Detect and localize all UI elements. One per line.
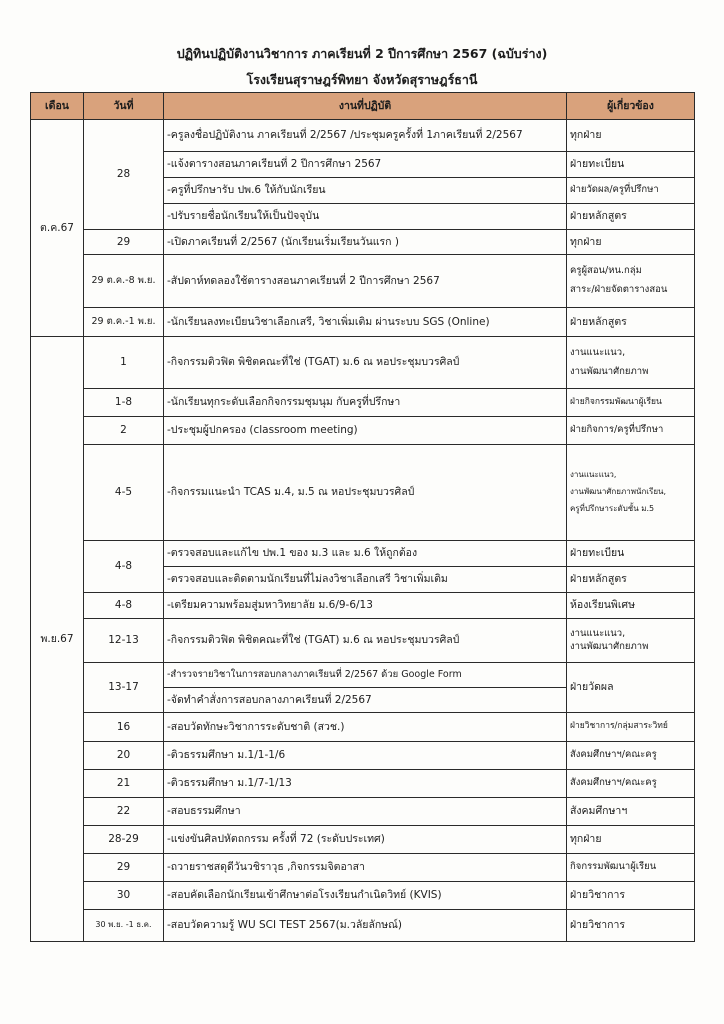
date-cell: 29 ต.ค.-8 พ.ย. [84, 255, 164, 308]
date-cell: 16 [84, 713, 164, 742]
date-cell: 2 [84, 417, 164, 445]
date-cell: 1 [84, 337, 164, 389]
table-row [31, 663, 695, 688]
table-row [31, 910, 695, 942]
date-cell: 1-8 [84, 389, 164, 417]
table-row [31, 593, 695, 619]
responsible-cell [567, 255, 695, 308]
date-cell: 13-17 [84, 663, 164, 713]
table-row [31, 798, 695, 826]
responsible-cell: ฝ่ายกิจการ/ครูที่ปรึกษา [567, 417, 695, 445]
responsible-line: งานแนะแนว, [570, 470, 617, 480]
task-cell: -ติวธรรมศึกษา ม.1/7-1/13 [164, 770, 567, 798]
task-cell: -กิจกรรมติวฟิต พิชิตคณะที่ใช่ (TGAT) ม.6 ณ หอประชุมบวรศิลป์ [164, 619, 567, 663]
task-cell: -ประชุมผู้ปกครอง (classroom meeting) [164, 417, 567, 445]
task-cell: -ตรวจสอบและแก้ไข ปพ.1 ของ ม.3 และ ม.6 ให้ถูกต้อง [164, 541, 567, 567]
task-cell: -แจ้งตารางสอนภาคเรียนที่ 2 ปีการศึกษา 2567 [164, 152, 567, 178]
responsible-line: งานพัฒนาศักยภาพ [570, 640, 649, 652]
task-cell: -สอบคัดเลือกนักเรียนเข้าศึกษาต่อโรงเรียนกำเนิดวิทย์ (KVIS) [164, 882, 567, 910]
table-row [31, 308, 695, 337]
responsible-cell [567, 445, 695, 541]
responsible-cell: สังคมศึกษาฯ/คณะครู [567, 770, 695, 798]
month-cell: พ.ย.67 [31, 337, 84, 942]
responsible-line: งานพัฒนาศักยภาพ [570, 365, 649, 377]
table-row [31, 882, 695, 910]
responsible-cell: ทุกฝ่าย [567, 826, 695, 854]
task-cell: -ตรวจสอบและติดตามนักเรียนที่ไม่ลงวิชาเลือกเสรี วิชาเพิ่มเติม [164, 567, 567, 593]
date-cell: 22 [84, 798, 164, 826]
responsible-cell: กิจกรรมพัฒนาผู้เรียน [567, 854, 695, 882]
task-cell: -ปรับรายชื่อนักเรียนให้เป็นปัจจุบัน [164, 204, 567, 230]
responsible-cell: ฝ่ายวิชาการ [567, 910, 695, 942]
task-cell: -สอบวัดทักษะวิชาการระดับชาติ (สวช.) [164, 713, 567, 742]
table-row [31, 445, 695, 541]
task-cell: -สอบวัดความรู้ WU SCI TEST 2567(ม.วลัยลักษณ์) [164, 910, 567, 942]
responsible-cell: ฝ่ายวิชาการ/กลุ่มสาระวิทย์ [567, 713, 695, 742]
responsible-cell: ฝ่ายหลักสูตร [567, 567, 695, 593]
responsible-line: สาระ/ฝ่ายจัดตารางสอน [570, 284, 668, 295]
responsible-cell: ฝ่ายทะเบียน [567, 541, 695, 567]
responsible-cell [567, 619, 695, 663]
table-row [31, 742, 695, 770]
task-cell: -นักเรียนทุกระดับเลือกกิจกรรมชุมนุม กับครูที่ปรึกษา [164, 389, 567, 417]
date-cell: 30 พ.ย. -1 ธ.ค. [84, 910, 164, 942]
table-row [31, 826, 695, 854]
date-cell: 21 [84, 770, 164, 798]
task-cell: -นักเรียนลงทะเบียนวิชาเลือกเสรี, วิชาเพิ่มเติม ผ่านระบบ SGS (Online) [164, 308, 567, 337]
calendar-table [30, 92, 695, 942]
table-row [31, 337, 695, 389]
responsible-cell: สังคมศึกษาฯ/คณะครู [567, 742, 695, 770]
date-cell: 30 [84, 882, 164, 910]
header-date: วันที่ [84, 93, 164, 120]
date-cell: 20 [84, 742, 164, 770]
responsible-line: งานแนะแนว, [570, 346, 626, 358]
table-row [31, 389, 695, 417]
responsible-line: ครูที่ปรึกษาระดับชั้น ม.5 [570, 503, 655, 513]
task-cell: -เปิดภาคเรียนที่ 2/2567 (นักเรียนเริ่มเรียนวันแรก ) [164, 230, 567, 255]
table-header-row [31, 93, 695, 120]
task-cell: -ติวธรรมศึกษา ม.1/1-1/6 [164, 742, 567, 770]
header-month: เดือน [31, 93, 84, 120]
responsible-cell: ฝ่ายหลักสูตร [567, 204, 695, 230]
responsible-line: งานพัฒนาศักยภาพนักเรียน, [570, 487, 667, 497]
date-cell: 28 [84, 120, 164, 230]
date-cell: 29 [84, 230, 164, 255]
responsible-cell: ห้องเรียนพิเศษ [567, 593, 695, 619]
responsible-cell: ทุกฝ่าย [567, 120, 695, 152]
table-row [31, 854, 695, 882]
date-cell: 29 [84, 854, 164, 882]
table-row [31, 770, 695, 798]
task-cell: -ครูที่ปรึกษารับ ปพ.6 ให้กับนักเรียน [164, 178, 567, 204]
responsible-cell: ฝ่ายทะเบียน [567, 152, 695, 178]
task-cell: -ถวายราชสดุดีวันวชิราวุธ ,กิจกรรมจิตอาสา [164, 854, 567, 882]
table-row [31, 541, 695, 567]
responsible-cell: ทุกฝ่าย [567, 230, 695, 255]
month-cell: ต.ค.67 [31, 120, 84, 337]
responsible-cell [567, 337, 695, 389]
table-row [31, 255, 695, 308]
responsible-cell: ฝ่ายกิจกรรมพัฒนาผู้เรียน [567, 389, 695, 417]
responsible-cell: ฝ่ายวิชาการ [567, 882, 695, 910]
task-cell: -ครูลงชื่อปฏิบัติงาน ภาคเรียนที่ 2/2567 /ประชุมครูครั้งที่ 1ภาคเรียนที่ 2/2567 [164, 120, 567, 152]
school-name: โรงเรียนสุราษฎร์พิทยา จังหวัดสุราษฎร์ธานี [246, 72, 478, 87]
table-row [31, 120, 695, 152]
header-task: งานที่ปฏิบัติ [164, 93, 567, 120]
task-cell: -กิจกรรมแนะนำ TCAS ม.4, ม.5 ณ หอประชุมบวรศิลป์ [164, 445, 567, 541]
header-responsible: ผู้เกี่ยวข้อง [567, 93, 695, 120]
responsible-line: ครูผู้สอน/หน.กลุ่ม [570, 265, 642, 277]
responsible-cell: ฝ่ายวัดผล/ครูที่ปรึกษา [567, 178, 695, 204]
table-row [31, 417, 695, 445]
date-cell: 4-5 [84, 445, 164, 541]
date-cell: 12-13 [84, 619, 164, 663]
task-cell: -สัปดาห์ทดลองใช้ตารางสอนภาคเรียนที่ 2 ปีการศึกษา 2567 [164, 255, 567, 308]
task-cell: -กิจกรรมติวฟิต พิชิตคณะที่ใช่ (TGAT) ม.6 ณ หอประชุมบวรศิลป์ [164, 337, 567, 389]
task-cell: -สอบธรรมศึกษา [164, 798, 567, 826]
task-cell: -จัดทำคำสั่งการสอบกลางภาคเรียนที่ 2/2567 [164, 688, 567, 713]
date-cell: 4-8 [84, 593, 164, 619]
responsible-cell: ฝ่ายวัดผล [567, 663, 695, 713]
responsible-cell: ฝ่ายหลักสูตร [567, 308, 695, 337]
date-cell: 28-29 [84, 826, 164, 854]
table-row [31, 713, 695, 742]
task-cell: -เตรียมความพร้อมสู่มหาวิทยาลัย ม.6/9-6/13 [164, 593, 567, 619]
table-row [31, 619, 695, 663]
responsible-cell: สังคมศึกษาฯ [567, 798, 695, 826]
document-title: ปฏิทินปฏิบัติงานวิชาการ ภาคเรียนที่ 2 ปีการศึกษา 2567 (ฉบับร่าง) [176, 46, 548, 61]
responsible-line: งานแนะแนว, [570, 627, 626, 639]
date-cell: 4-8 [84, 541, 164, 593]
table-row [31, 230, 695, 255]
task-cell: -แข่งขันศิลปหัตถกรรม ครั้งที่ 72 (ระดับประเทศ) [164, 826, 567, 854]
date-cell: 29 ต.ค.-1 พ.ย. [84, 308, 164, 337]
task-cell: -สำรวจรายวิชาในการสอบกลางภาคเรียนที่ 2/2567 ด้วย Google Form [164, 663, 567, 688]
